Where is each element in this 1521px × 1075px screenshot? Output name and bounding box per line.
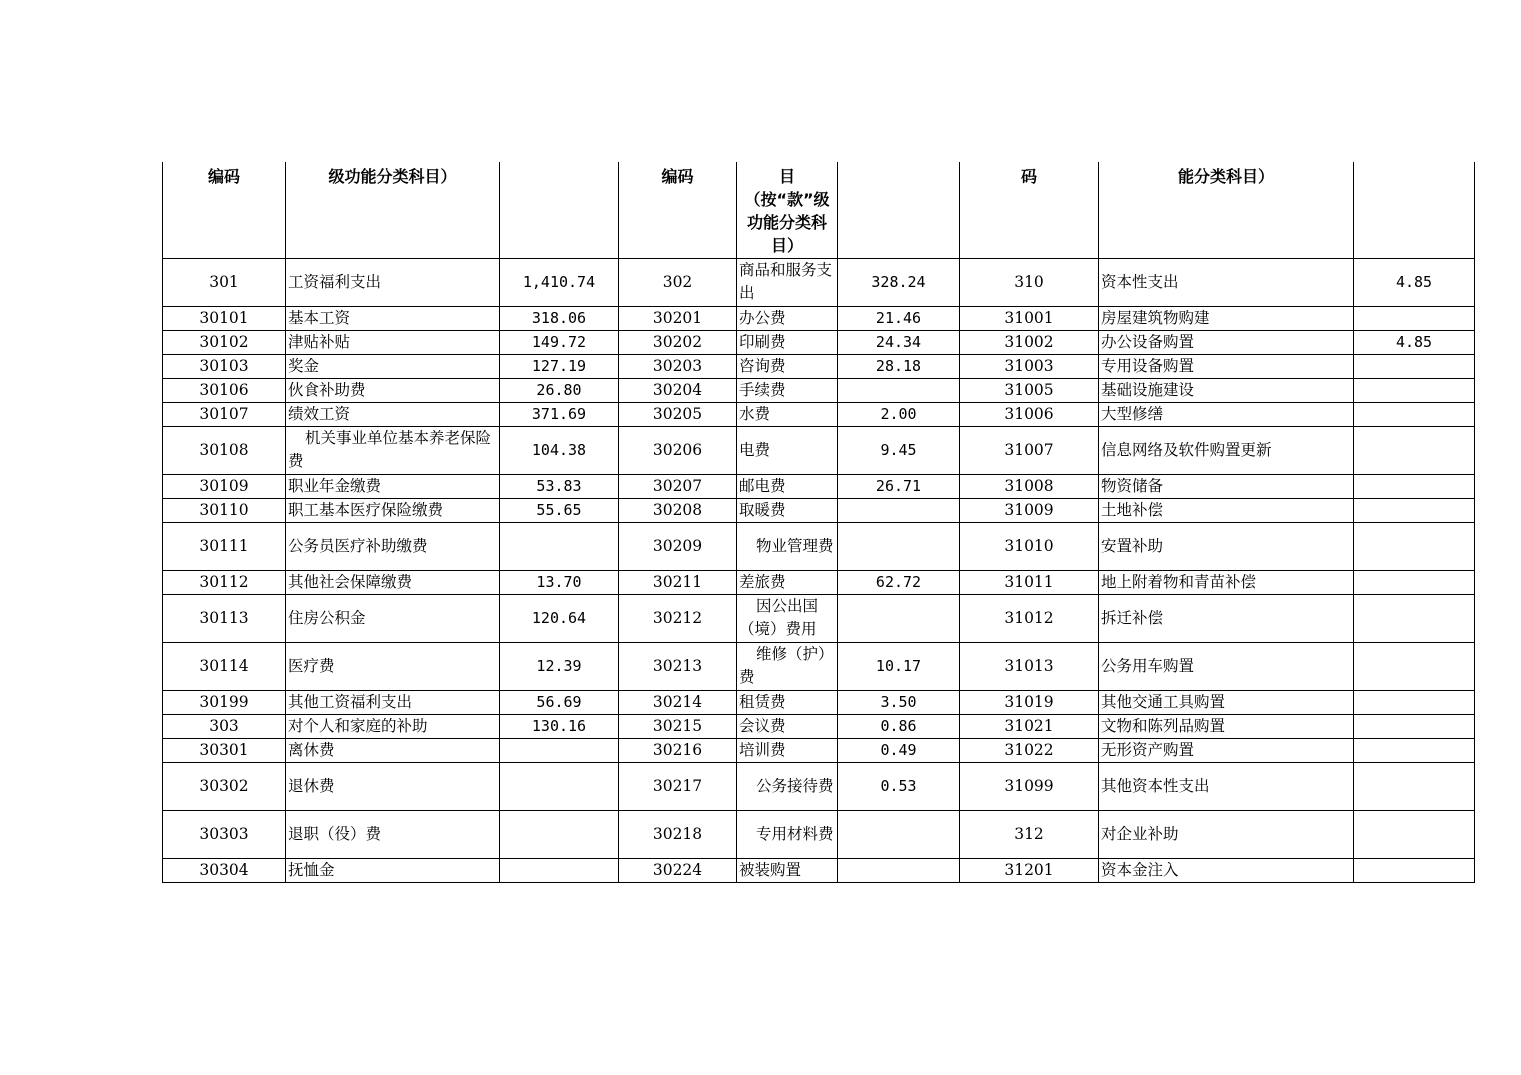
code-cell-1: 301	[163, 258, 286, 306]
name-cell-1: 退职（役）费	[286, 810, 500, 858]
header-name-2: 目（按“款”级功能分类科目）	[737, 162, 838, 258]
header-amount-1	[500, 162, 619, 258]
name-cell-3: 专用设备购置	[1099, 354, 1354, 378]
name-cell-3: 公务用车购置	[1099, 642, 1354, 690]
code-cell-2: 30205	[619, 402, 737, 426]
amount-cell-1: 26.80	[500, 378, 619, 402]
name-cell-1: 奖金	[286, 354, 500, 378]
code-cell-2: 30216	[619, 738, 737, 762]
code-cell-2: 30224	[619, 858, 737, 882]
table-row	[163, 402, 1475, 426]
table-row	[163, 354, 1475, 378]
name-cell-2: 差旅费	[737, 570, 838, 594]
amount-cell-1: 12.39	[500, 642, 619, 690]
name-cell-1: 离休费	[286, 738, 500, 762]
amount-cell-3: 4.85	[1354, 330, 1475, 354]
name-cell-3: 信息网络及软件购置更新	[1099, 426, 1354, 474]
code-cell-2: 30208	[619, 498, 737, 522]
name-cell-2: 被装购置	[737, 858, 838, 882]
code-cell-1: 30301	[163, 738, 286, 762]
table-row	[163, 522, 1475, 570]
code-cell-2: 30211	[619, 570, 737, 594]
table-row	[163, 642, 1475, 690]
code-cell-3: 31099	[960, 762, 1099, 810]
name-cell-1: 职工基本医疗保险缴费	[286, 498, 500, 522]
code-cell-1: 30107	[163, 402, 286, 426]
code-cell-3: 31011	[960, 570, 1099, 594]
name-cell-3: 文物和陈列品购置	[1099, 714, 1354, 738]
table-row	[163, 714, 1475, 738]
amount-cell-3	[1354, 810, 1475, 858]
amount-cell-2	[838, 858, 960, 882]
table-row	[163, 690, 1475, 714]
amount-cell-1: 130.16	[500, 714, 619, 738]
code-cell-2: 30215	[619, 714, 737, 738]
table-row	[163, 762, 1475, 810]
amount-cell-3	[1354, 690, 1475, 714]
table-row	[163, 738, 1475, 762]
name-cell-2: 因公出国（境）费用	[737, 594, 838, 642]
amount-cell-2	[838, 594, 960, 642]
code-cell-2: 30203	[619, 354, 737, 378]
code-cell-1: 30101	[163, 306, 286, 330]
amount-cell-1: 53.83	[500, 474, 619, 498]
name-cell-2: 培训费	[737, 738, 838, 762]
code-cell-2: 30214	[619, 690, 737, 714]
code-cell-1: 30114	[163, 642, 286, 690]
code-cell-2: 30217	[619, 762, 737, 810]
amount-cell-3	[1354, 474, 1475, 498]
amount-cell-1: 371.69	[500, 402, 619, 426]
name-cell-2: 取暖费	[737, 498, 838, 522]
code-cell-3: 31001	[960, 306, 1099, 330]
amount-cell-3	[1354, 498, 1475, 522]
name-cell-2: 会议费	[737, 714, 838, 738]
amount-cell-2: 3.50	[838, 690, 960, 714]
name-cell-1: 公务员医疗补助缴费	[286, 522, 500, 570]
code-cell-2: 30218	[619, 810, 737, 858]
table-row	[163, 810, 1475, 858]
table-row	[163, 426, 1475, 474]
amount-cell-1: 1,410.74	[500, 258, 619, 306]
name-cell-1: 住房公积金	[286, 594, 500, 642]
code-cell-1: 30108	[163, 426, 286, 474]
amount-cell-1: 104.38	[500, 426, 619, 474]
code-cell-2: 30204	[619, 378, 737, 402]
amount-cell-1: 13.70	[500, 570, 619, 594]
name-cell-2: 咨询费	[737, 354, 838, 378]
amount-cell-1: 149.72	[500, 330, 619, 354]
name-cell-3: 办公设备购置	[1099, 330, 1354, 354]
code-cell-1: 30199	[163, 690, 286, 714]
amount-cell-3	[1354, 378, 1475, 402]
table-row	[163, 498, 1475, 522]
code-cell-1: 30112	[163, 570, 286, 594]
amount-cell-3	[1354, 762, 1475, 810]
header-code-1: 编码	[163, 162, 286, 258]
name-cell-3: 其他资本性支出	[1099, 762, 1354, 810]
amount-cell-2: 0.86	[838, 714, 960, 738]
code-cell-3: 31005	[960, 378, 1099, 402]
name-cell-2: 水费	[737, 402, 838, 426]
code-cell-1: 30103	[163, 354, 286, 378]
amount-cell-1	[500, 738, 619, 762]
name-cell-1: 其他工资福利支出	[286, 690, 500, 714]
amount-cell-2	[838, 522, 960, 570]
amount-cell-2: 10.17	[838, 642, 960, 690]
amount-cell-1	[500, 762, 619, 810]
name-cell-3: 房屋建筑物购建	[1099, 306, 1354, 330]
amount-cell-2: 328.24	[838, 258, 960, 306]
code-cell-1: 30111	[163, 522, 286, 570]
code-cell-1: 30110	[163, 498, 286, 522]
amount-cell-2: 21.46	[838, 306, 960, 330]
code-cell-3: 31007	[960, 426, 1099, 474]
code-cell-1: 303	[163, 714, 286, 738]
code-cell-2: 30209	[619, 522, 737, 570]
name-cell-2: 公务接待费	[737, 762, 838, 810]
code-cell-3: 31010	[960, 522, 1099, 570]
amount-cell-3	[1354, 738, 1475, 762]
table-row	[163, 378, 1475, 402]
code-cell-3: 31012	[960, 594, 1099, 642]
code-cell-1: 30102	[163, 330, 286, 354]
name-cell-1: 津贴补贴	[286, 330, 500, 354]
name-cell-1: 职业年金缴费	[286, 474, 500, 498]
code-cell-3: 31022	[960, 738, 1099, 762]
header-amount-3	[1354, 162, 1475, 258]
header-code-2: 编码	[619, 162, 737, 258]
amount-cell-2: 0.53	[838, 762, 960, 810]
name-cell-3: 大型修缮	[1099, 402, 1354, 426]
amount-cell-3: 4.85	[1354, 258, 1475, 306]
name-cell-3: 资本金注入	[1099, 858, 1354, 882]
table-row	[163, 330, 1475, 354]
amount-cell-2: 62.72	[838, 570, 960, 594]
amount-cell-2	[838, 378, 960, 402]
name-cell-3: 土地补偿	[1099, 498, 1354, 522]
table-row	[163, 570, 1475, 594]
name-cell-3: 拆迁补偿	[1099, 594, 1354, 642]
name-cell-3: 物资储备	[1099, 474, 1354, 498]
name-cell-2: 手续费	[737, 378, 838, 402]
header-name-3: 能分类科目）	[1099, 162, 1354, 258]
name-cell-3: 对企业补助	[1099, 810, 1354, 858]
amount-cell-3	[1354, 714, 1475, 738]
code-cell-3: 31201	[960, 858, 1099, 882]
table-row	[163, 858, 1475, 882]
header-row	[163, 162, 1475, 258]
code-cell-3: 31013	[960, 642, 1099, 690]
header-amount-2	[838, 162, 960, 258]
code-cell-2: 30206	[619, 426, 737, 474]
amount-cell-3	[1354, 642, 1475, 690]
table-row	[163, 474, 1475, 498]
name-cell-3: 基础设施建设	[1099, 378, 1354, 402]
code-cell-3: 31006	[960, 402, 1099, 426]
budget-table	[162, 162, 1475, 883]
amount-cell-2: 2.00	[838, 402, 960, 426]
amount-cell-3	[1354, 426, 1475, 474]
name-cell-1: 退休费	[286, 762, 500, 810]
name-cell-2: 租赁费	[737, 690, 838, 714]
name-cell-2: 商品和服务支出	[737, 258, 838, 306]
name-cell-3: 安置补助	[1099, 522, 1354, 570]
code-cell-3: 31019	[960, 690, 1099, 714]
name-cell-1: 绩效工资	[286, 402, 500, 426]
code-cell-2: 30213	[619, 642, 737, 690]
amount-cell-1: 318.06	[500, 306, 619, 330]
name-cell-1: 工资福利支出	[286, 258, 500, 306]
name-cell-2: 电费	[737, 426, 838, 474]
amount-cell-1	[500, 522, 619, 570]
amount-cell-3	[1354, 570, 1475, 594]
code-cell-1: 30303	[163, 810, 286, 858]
amount-cell-2: 24.34	[838, 330, 960, 354]
name-cell-1: 对个人和家庭的补助	[286, 714, 500, 738]
name-cell-2: 维修（护）费	[737, 642, 838, 690]
table-row	[163, 306, 1475, 330]
table-row	[163, 594, 1475, 642]
amount-cell-1	[500, 810, 619, 858]
code-cell-3: 31002	[960, 330, 1099, 354]
code-cell-1: 30113	[163, 594, 286, 642]
code-cell-3: 312	[960, 810, 1099, 858]
amount-cell-3	[1354, 402, 1475, 426]
code-cell-3: 31021	[960, 714, 1099, 738]
amount-cell-1: 120.64	[500, 594, 619, 642]
name-cell-2: 印刷费	[737, 330, 838, 354]
code-cell-3: 31008	[960, 474, 1099, 498]
name-cell-3: 地上附着物和青苗补偿	[1099, 570, 1354, 594]
name-cell-3: 无形资产购置	[1099, 738, 1354, 762]
name-cell-2: 邮电费	[737, 474, 838, 498]
amount-cell-2: 28.18	[838, 354, 960, 378]
code-cell-3: 31003	[960, 354, 1099, 378]
amount-cell-3	[1354, 306, 1475, 330]
name-cell-2: 办公费	[737, 306, 838, 330]
amount-cell-2	[838, 810, 960, 858]
name-cell-3: 其他交通工具购置	[1099, 690, 1354, 714]
amount-cell-3	[1354, 522, 1475, 570]
amount-cell-1	[500, 858, 619, 882]
code-cell-1: 30302	[163, 762, 286, 810]
name-cell-1: 医疗费	[286, 642, 500, 690]
code-cell-2: 30202	[619, 330, 737, 354]
code-cell-3: 310	[960, 258, 1099, 306]
name-cell-2: 物业管理费	[737, 522, 838, 570]
name-cell-2: 专用材料费	[737, 810, 838, 858]
code-cell-1: 30304	[163, 858, 286, 882]
amount-cell-1: 56.69	[500, 690, 619, 714]
name-cell-1: 抚恤金	[286, 858, 500, 882]
name-cell-1: 基本工资	[286, 306, 500, 330]
name-cell-1: 机关事业单位基本养老保险费	[286, 426, 500, 474]
table-row	[163, 258, 1475, 306]
code-cell-2: 30207	[619, 474, 737, 498]
header-name-1: 级功能分类科目）	[286, 162, 500, 258]
amount-cell-2: 0.49	[838, 738, 960, 762]
code-cell-2: 302	[619, 258, 737, 306]
code-cell-1: 30109	[163, 474, 286, 498]
amount-cell-2: 26.71	[838, 474, 960, 498]
name-cell-1: 其他社会保障缴费	[286, 570, 500, 594]
amount-cell-1: 127.19	[500, 354, 619, 378]
amount-cell-2: 9.45	[838, 426, 960, 474]
code-cell-1: 30106	[163, 378, 286, 402]
name-cell-1: 伙食补助费	[286, 378, 500, 402]
code-cell-2: 30212	[619, 594, 737, 642]
amount-cell-3	[1354, 354, 1475, 378]
amount-cell-3	[1354, 594, 1475, 642]
header-code-3: 码	[960, 162, 1099, 258]
name-cell-3: 资本性支出	[1099, 258, 1354, 306]
amount-cell-3	[1354, 858, 1475, 882]
amount-cell-2	[838, 498, 960, 522]
code-cell-2: 30201	[619, 306, 737, 330]
code-cell-3: 31009	[960, 498, 1099, 522]
amount-cell-1: 55.65	[500, 498, 619, 522]
